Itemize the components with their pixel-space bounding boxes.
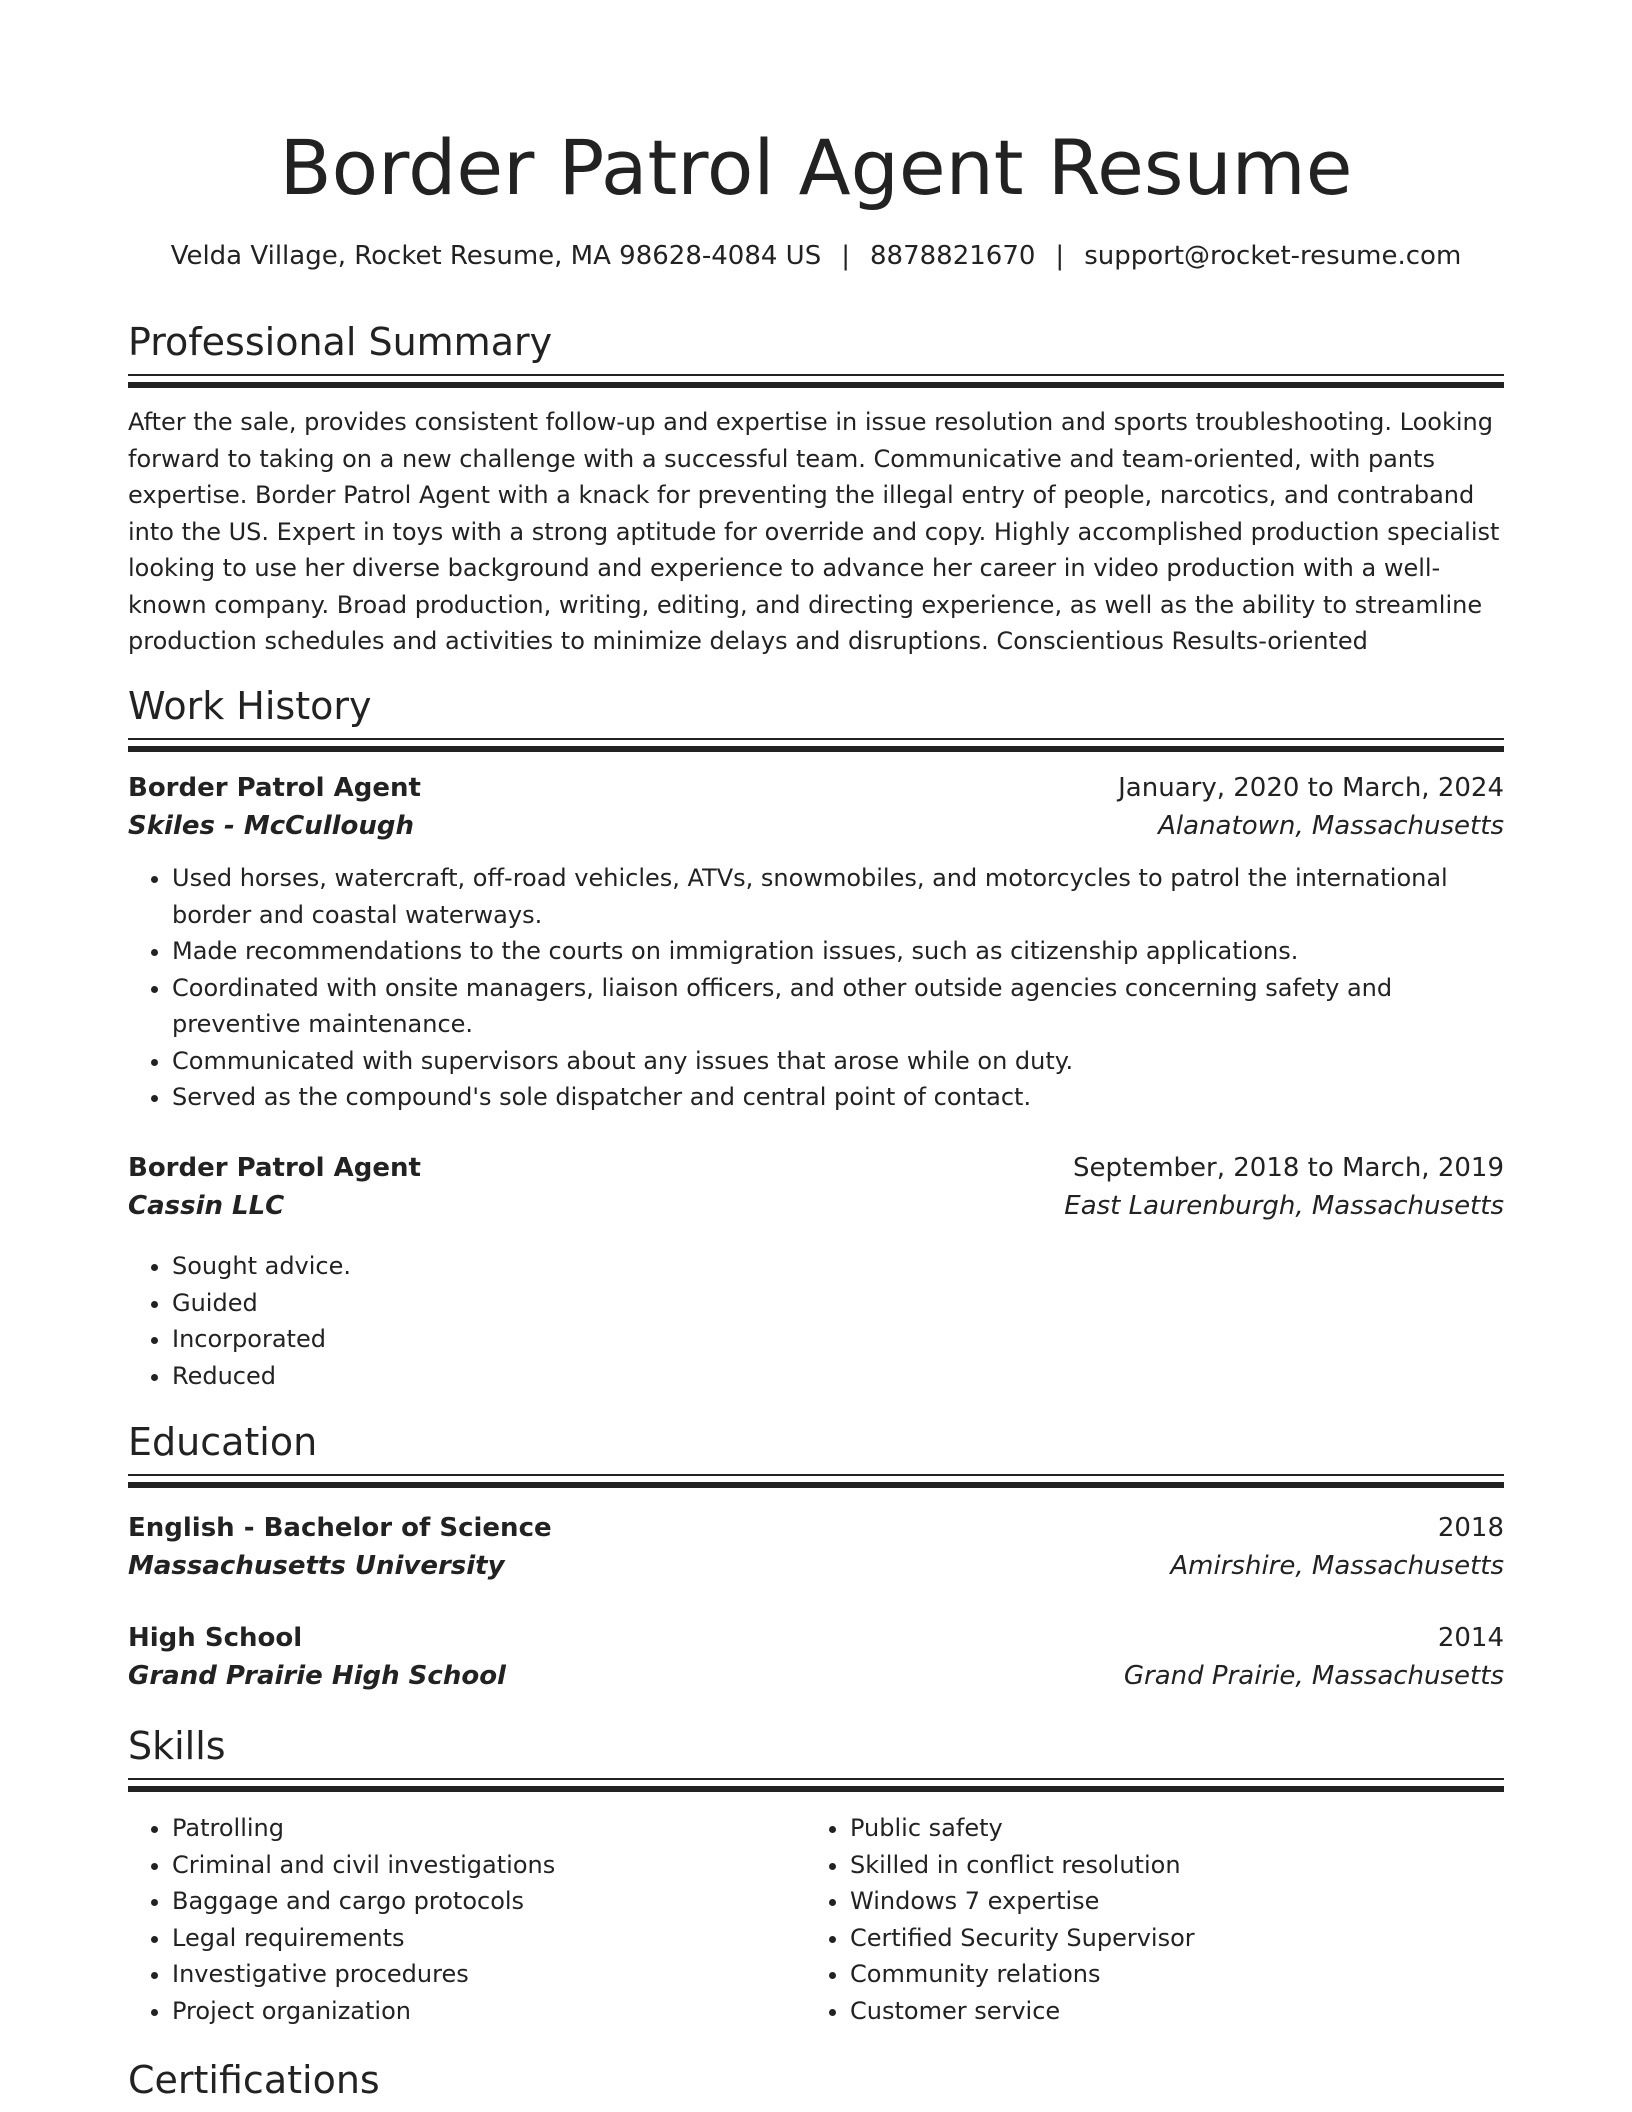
list-item: • Reduced	[172, 1358, 1504, 1395]
job-bullet-list	[128, 860, 1504, 1116]
section-heading-certifications: Certifications	[128, 2058, 380, 2102]
list-item: • Community relations	[850, 1956, 1504, 1993]
list-item: • Baggage and cargo protocols	[172, 1883, 792, 1920]
list-item: • Used horses, watercraft, off-road vehicles, ATVs, snowmobiles, and motorcycles to patrol the international border and coastal waterways.	[172, 860, 1504, 933]
list-item: • Made recommendations to the courts on immigration issues, such as citizenship applications.	[172, 933, 1504, 970]
section-rule	[128, 738, 1504, 752]
job-bullet-list	[128, 1248, 1504, 1394]
contact-separator: |	[841, 241, 850, 271]
resume-title: Border Patrol Agent Resume	[279, 123, 1353, 212]
education-school: Grand Prairie High School	[128, 1661, 506, 1691]
list-item: • Guided	[172, 1285, 1504, 1322]
section-heading-skills: Skills	[128, 1724, 226, 1768]
list-item: • Coordinated with onsite managers, liaison officers, and other outside agencies concerning safety and preventive maintenance.	[172, 970, 1504, 1043]
section-heading-work-history: Work History	[128, 684, 372, 728]
job-company: Cassin LLC	[128, 1191, 285, 1221]
education-subheader	[128, 1658, 1504, 1694]
education-header	[128, 1620, 1504, 1656]
contact-email: support@rocket-resume.com	[1084, 241, 1462, 271]
contact-phone: 8878821670	[870, 241, 1036, 271]
section-rule	[128, 1778, 1504, 1792]
list-item: • Criminal and civil investigations	[172, 1847, 792, 1884]
education-subheader	[128, 1548, 1504, 1584]
list-item: • Certified Security Supervisor	[850, 1920, 1504, 1957]
education-year: 2018	[1437, 1513, 1504, 1543]
section-rule	[128, 1474, 1504, 1488]
job-dates: January, 2020 to March, 2024	[1118, 773, 1504, 803]
job-header	[128, 1150, 1504, 1186]
job-title: Border Patrol Agent	[128, 1153, 421, 1183]
list-item: • Investigative procedures	[172, 1956, 792, 1993]
contact-separator: |	[1055, 241, 1065, 271]
job-location: Alanatown, Massachusetts	[1158, 811, 1504, 841]
job-subheader	[128, 1188, 1504, 1224]
section-rule	[128, 374, 1504, 388]
education-location: Grand Prairie, Massachusetts	[1123, 1661, 1504, 1691]
list-item: • Served as the compound's sole dispatcher and central point of contact.	[172, 1079, 1504, 1116]
list-item: • Sought advice.	[172, 1248, 1504, 1285]
contact-address: Velda Village, Rocket Resume, MA 98628-4084 US	[170, 241, 822, 271]
education-school: Massachusetts University	[128, 1551, 505, 1581]
job-title: Border Patrol Agent	[128, 773, 421, 803]
section-heading-education: Education	[128, 1420, 318, 1464]
education-degree: High School	[128, 1623, 303, 1653]
list-item: • Communicated with supervisors about any issues that arose while on duty.	[172, 1043, 1504, 1080]
list-item: • Legal requirements	[172, 1920, 792, 1957]
list-item: • Incorporated	[172, 1321, 1504, 1358]
section-heading-summary: Professional Summary	[128, 320, 553, 364]
list-item: • Patrolling	[172, 1810, 792, 1847]
list-item: • Skilled in conflict resolution	[850, 1847, 1504, 1884]
education-year: 2014	[1437, 1623, 1504, 1653]
job-location: East Laurenburgh, Massachusetts	[1064, 1191, 1504, 1221]
list-item: • Project organization	[172, 1993, 792, 2030]
education-location: Amirshire, Massachusetts	[1170, 1551, 1504, 1581]
skills-list-right	[806, 1810, 1504, 2029]
list-item: • Customer service	[850, 1993, 1504, 2030]
list-item: • Windows 7 expertise	[850, 1883, 1504, 1920]
skills-list-left	[128, 1810, 792, 2029]
job-dates: September, 2018 to March, 2019	[1073, 1153, 1504, 1183]
job-company: Skiles - McCullough	[128, 811, 415, 841]
education-header	[128, 1510, 1504, 1546]
education-degree: English - Bachelor of Science	[128, 1513, 552, 1543]
contact-line	[128, 238, 1504, 274]
job-subheader	[128, 808, 1504, 844]
job-header	[128, 770, 1504, 806]
summary-text: After the sale, provides consistent follow-up and expertise in issue resolution and sports troubleshooting. Looking forward to taking on a new challenge with a successful team. Communicative and team-oriented, with pants expertise. Border Patrol Agent with a knack for preventing the illegal entry of people, narcotics, and contraband into the US. Expert in toys with a strong aptitude for override and copy. Highly accomplished production specialist looking to use her diverse background and experience to advance her career in video production with a well-known company. Broad production, writing, editing, and directing experience, as well as the ability to streamline production schedules and activities to minimize delays and disruptions. Conscientious Results-oriented	[128, 408, 1500, 655]
list-item: • Public safety	[850, 1810, 1504, 1847]
